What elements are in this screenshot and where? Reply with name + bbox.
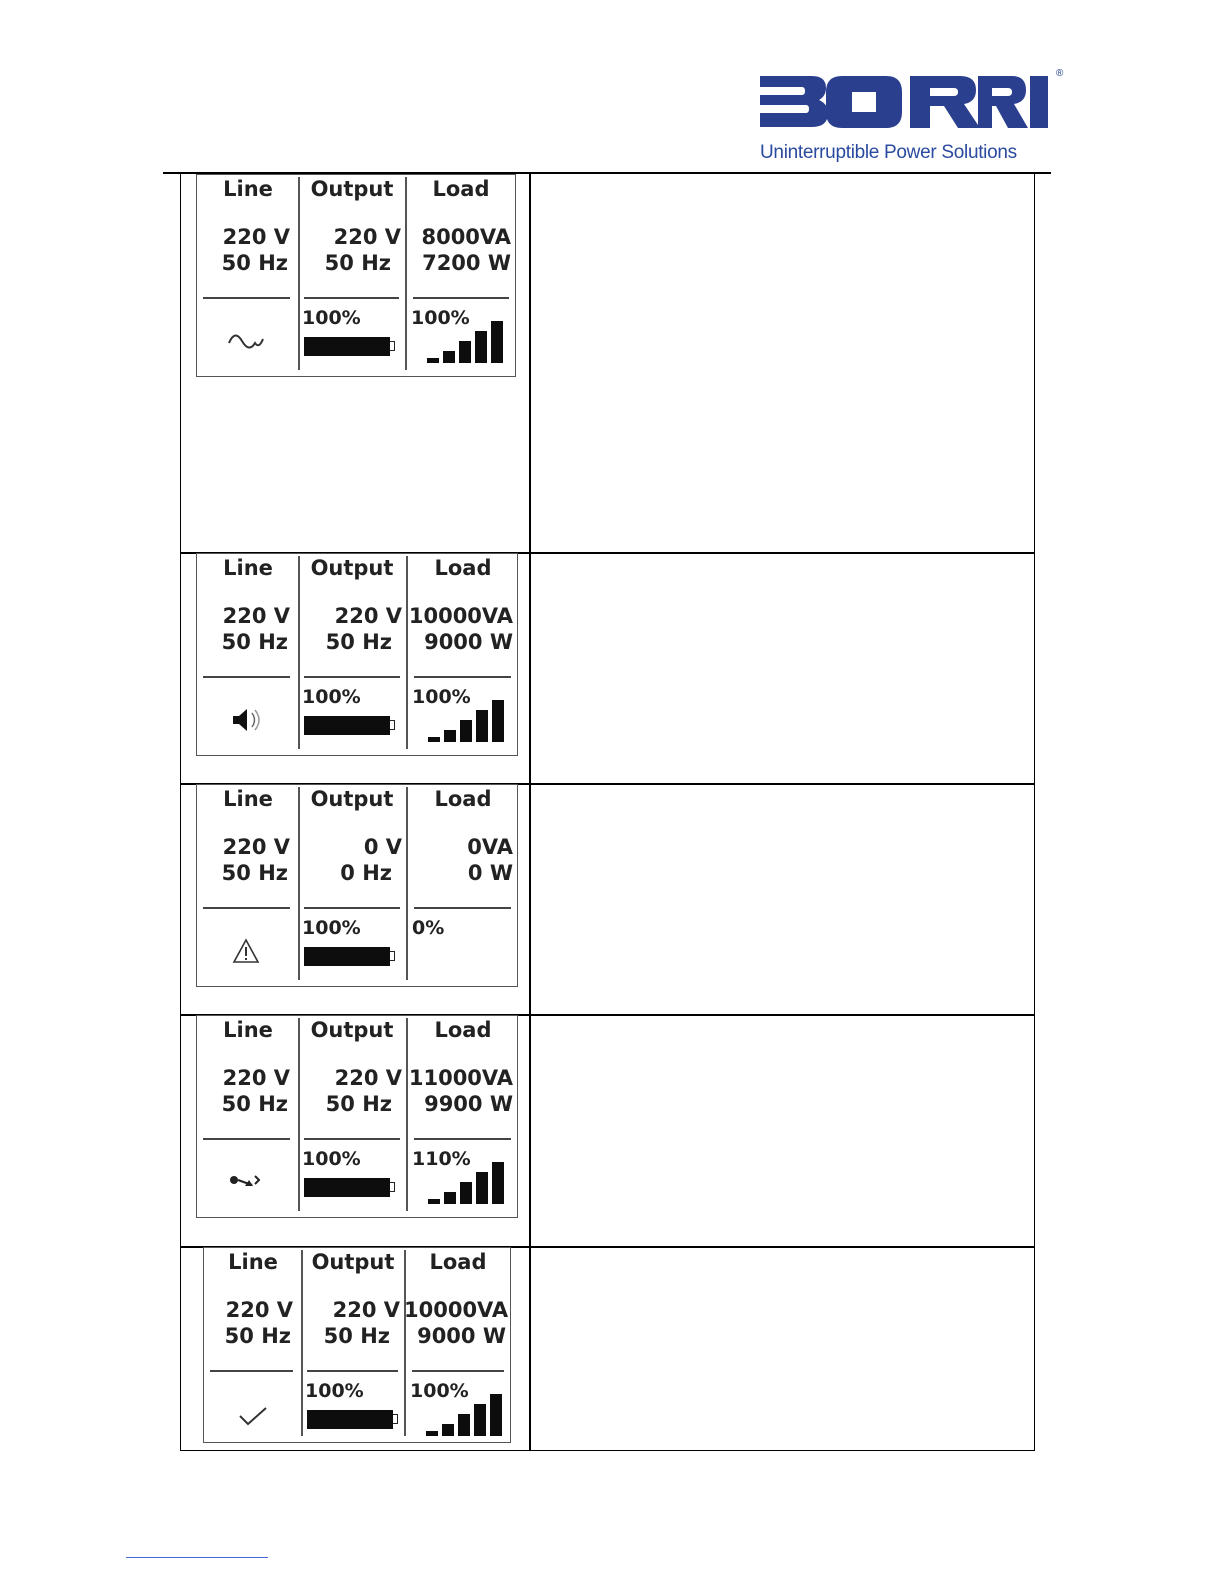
output-header: Output bbox=[310, 556, 394, 580]
load-percent: 100% bbox=[412, 686, 471, 708]
panel-row-divider bbox=[304, 297, 399, 299]
load-bar bbox=[460, 720, 472, 742]
load-apparent-power: 8000VA bbox=[421, 225, 511, 249]
load-bar bbox=[428, 737, 440, 742]
line-voltage: 220 V bbox=[222, 835, 290, 859]
output-header: Output bbox=[311, 1250, 395, 1274]
load-apparent-power: 10000VA bbox=[408, 604, 513, 628]
panel-row-divider bbox=[203, 676, 290, 678]
lcd-status-panel bbox=[196, 174, 516, 377]
load-bar-graph bbox=[427, 317, 507, 363]
panel-row-divider bbox=[203, 907, 290, 909]
registered-mark: ® bbox=[1056, 68, 1064, 79]
battery-gauge-fill bbox=[304, 716, 390, 735]
checkmark-icon bbox=[226, 1394, 280, 1434]
warning-icon bbox=[219, 931, 273, 971]
panel-row-divider bbox=[414, 907, 511, 909]
table-column-divider bbox=[529, 172, 531, 1450]
lcd-status-panel bbox=[196, 553, 518, 756]
lcd-status-panel bbox=[196, 1015, 518, 1218]
line-voltage: 220 V bbox=[222, 604, 290, 628]
battery-gauge-terminal bbox=[393, 1414, 398, 1424]
load-bar-graph bbox=[428, 1158, 508, 1204]
output-header: Output bbox=[310, 177, 394, 201]
panel-row-divider bbox=[304, 676, 400, 678]
borri-logo bbox=[760, 68, 1068, 168]
lcd-status-panel bbox=[203, 1247, 511, 1443]
load-header: Load bbox=[432, 177, 490, 201]
output-voltage: 220 V bbox=[332, 1298, 400, 1322]
line-header: Line bbox=[223, 556, 273, 580]
load-bar bbox=[490, 1394, 502, 1436]
speaker-icon bbox=[219, 700, 273, 740]
load-bar bbox=[442, 1424, 454, 1436]
battery-percent: 100% bbox=[302, 917, 361, 939]
output-frequency: 0 Hz bbox=[340, 861, 392, 885]
load-bar bbox=[474, 1404, 486, 1436]
battery-gauge-fill bbox=[304, 947, 390, 966]
load-bar bbox=[443, 351, 455, 363]
battery-gauge-terminal bbox=[390, 951, 395, 961]
output-frequency: 50 Hz bbox=[324, 251, 391, 275]
panel-row-divider bbox=[412, 1370, 504, 1372]
load-bar bbox=[460, 1182, 472, 1204]
load-bar bbox=[476, 1172, 488, 1204]
load-bar bbox=[427, 358, 439, 363]
load-bar bbox=[444, 730, 456, 742]
panel-row-divider bbox=[413, 297, 509, 299]
battery-gauge-terminal bbox=[390, 720, 395, 730]
load-header: Load bbox=[429, 1250, 487, 1274]
load-apparent-power: 10000VA bbox=[404, 1298, 509, 1322]
status-table bbox=[180, 172, 1035, 1451]
load-bar bbox=[476, 710, 488, 742]
load-bar bbox=[475, 331, 487, 363]
panel-row-divider bbox=[304, 907, 400, 909]
battery-gauge-terminal bbox=[390, 1182, 395, 1192]
load-percent: 100% bbox=[410, 1380, 469, 1402]
line-frequency: 50 Hz bbox=[221, 861, 288, 885]
load-bar bbox=[492, 700, 504, 742]
logo-tagline: Uninterruptible Power Solutions bbox=[760, 142, 1017, 163]
output-frequency: 50 Hz bbox=[325, 630, 392, 654]
output-voltage: 0 V bbox=[363, 835, 402, 859]
load-bar bbox=[491, 321, 503, 363]
panel-row-divider bbox=[203, 1138, 290, 1140]
battery-percent: 100% bbox=[302, 686, 361, 708]
load-percent: 0% bbox=[412, 917, 445, 939]
line-header: Line bbox=[223, 1018, 273, 1042]
output-frequency: 50 Hz bbox=[323, 1324, 390, 1348]
output-header: Output bbox=[310, 787, 394, 811]
load-active-power: 0 W bbox=[467, 861, 513, 885]
line-frequency: 50 Hz bbox=[224, 1324, 291, 1348]
line-frequency: 50 Hz bbox=[221, 251, 288, 275]
battery-percent: 100% bbox=[305, 1380, 364, 1402]
panel-row-divider bbox=[414, 676, 511, 678]
load-bar bbox=[458, 1414, 470, 1436]
panel-row-divider bbox=[304, 1138, 400, 1140]
load-percent: 110% bbox=[412, 1148, 471, 1170]
load-header: Load bbox=[434, 787, 492, 811]
line-frequency: 50 Hz bbox=[221, 630, 288, 654]
load-header: Load bbox=[434, 556, 492, 580]
bypass-icon bbox=[219, 1162, 273, 1202]
sine-wave-icon bbox=[219, 321, 273, 361]
panel-row-divider bbox=[203, 297, 290, 299]
load-active-power: 7200 W bbox=[422, 251, 511, 275]
load-bar bbox=[444, 1192, 456, 1204]
load-bar-graph bbox=[428, 696, 508, 742]
load-bar bbox=[459, 341, 471, 363]
panel-row-divider bbox=[414, 1138, 511, 1140]
load-active-power: 9000 W bbox=[424, 630, 513, 654]
line-voltage: 220 V bbox=[225, 1298, 293, 1322]
line-header: Line bbox=[228, 1250, 278, 1274]
borri-wordmark bbox=[760, 72, 1050, 138]
output-voltage: 220 V bbox=[333, 225, 401, 249]
footer-link-rule bbox=[126, 1557, 268, 1558]
load-active-power: 9900 W bbox=[424, 1092, 513, 1116]
load-header: Load bbox=[434, 1018, 492, 1042]
load-active-power: 9000 W bbox=[417, 1324, 506, 1348]
battery-gauge-terminal bbox=[390, 341, 395, 351]
load-apparent-power: 0VA bbox=[467, 835, 513, 859]
output-voltage: 220 V bbox=[334, 604, 402, 628]
battery-gauge-fill bbox=[304, 1178, 390, 1197]
line-header: Line bbox=[223, 787, 273, 811]
load-apparent-power: 11000VA bbox=[408, 1066, 513, 1090]
load-bar bbox=[428, 1199, 440, 1204]
battery-percent: 100% bbox=[302, 307, 361, 329]
output-voltage: 220 V bbox=[334, 1066, 402, 1090]
lcd-status-panel bbox=[196, 784, 518, 987]
panel-row-divider bbox=[307, 1370, 398, 1372]
load-bar bbox=[426, 1431, 438, 1436]
load-bar-graph bbox=[426, 1390, 506, 1436]
output-header: Output bbox=[310, 1018, 394, 1042]
battery-gauge-fill bbox=[307, 1410, 393, 1429]
load-bar bbox=[492, 1162, 504, 1204]
load-percent: 100% bbox=[411, 307, 470, 329]
battery-percent: 100% bbox=[302, 1148, 361, 1170]
output-frequency: 50 Hz bbox=[325, 1092, 392, 1116]
line-voltage: 220 V bbox=[222, 225, 290, 249]
line-frequency: 50 Hz bbox=[221, 1092, 288, 1116]
panel-row-divider bbox=[210, 1370, 293, 1372]
line-header: Line bbox=[223, 177, 273, 201]
line-voltage: 220 V bbox=[222, 1066, 290, 1090]
battery-gauge-fill bbox=[304, 337, 390, 356]
